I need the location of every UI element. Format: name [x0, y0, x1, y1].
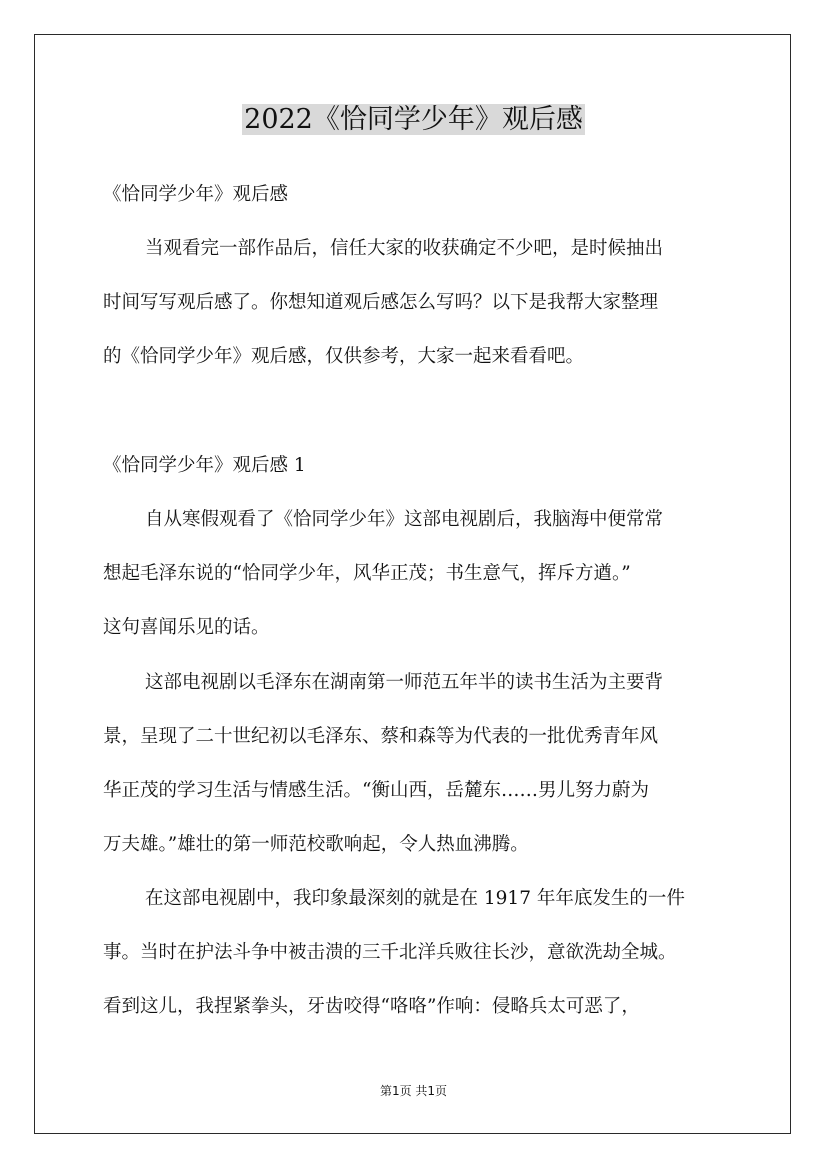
subtitle: 《恰同学少年》观后感 — [103, 184, 289, 205]
paragraph-line: 景，呈现了二十世纪初以毛泽东、蔡和森等为代表的一批优秀青年风 — [103, 726, 659, 747]
page-footer: 第1页 共1页 — [379, 1084, 448, 1098]
paragraph-line: 当观看完一部作品后，信任大家的收获确定不少吧，是时候抽出 — [145, 238, 664, 259]
section-heading: 《恰同学少年》观后感 1 — [103, 455, 306, 476]
paragraph-line: 时间写写观后感了。你想知道观后感怎么写吗？以下是我帮大家整理 — [103, 292, 659, 313]
paragraph-line: 这句喜闻乐见的话。 — [103, 617, 270, 638]
paragraph-line: 看到这儿，我捏紧拳头，牙齿咬得“咯咯”作响：侵略兵太可恶了， — [103, 996, 640, 1017]
paragraph-line: 这部电视剧以毛泽东在湖南第一师范五年半的读书生活为主要背 — [145, 672, 664, 693]
paragraph-line: 想起毛泽东说的“恰同学少年，风华正茂；书生意气，挥斥方遒。” — [103, 563, 631, 584]
document-title — [0, 98, 827, 142]
paragraph-line: 的《恰同学少年》观后感，仅供参考，大家一起来看看吧。 — [103, 346, 585, 367]
paragraph-line: 自从寒假观看了《恰同学少年》这部电视剧后，我脑海中便常常 — [145, 509, 664, 530]
paragraph-line: 万夫雄。”雄壮的第一师范校歌响起，令人热血沸腾。 — [103, 834, 529, 855]
paragraph-line: 事。当时在护法斗争中被击溃的三千北洋兵败往长沙，意欲洗劫全城。 — [103, 942, 677, 963]
document-title-text: 2022《恰同学少年》观后感 — [244, 104, 583, 135]
paragraph-line: 在这部电视剧中，我印象最深刻的就是在 1917 年年底发生的一件 — [145, 888, 685, 909]
paragraph-line: 华正茂的学习生活与情感生活。“衡山西，岳麓东……男儿努力蔚为 — [103, 780, 649, 801]
